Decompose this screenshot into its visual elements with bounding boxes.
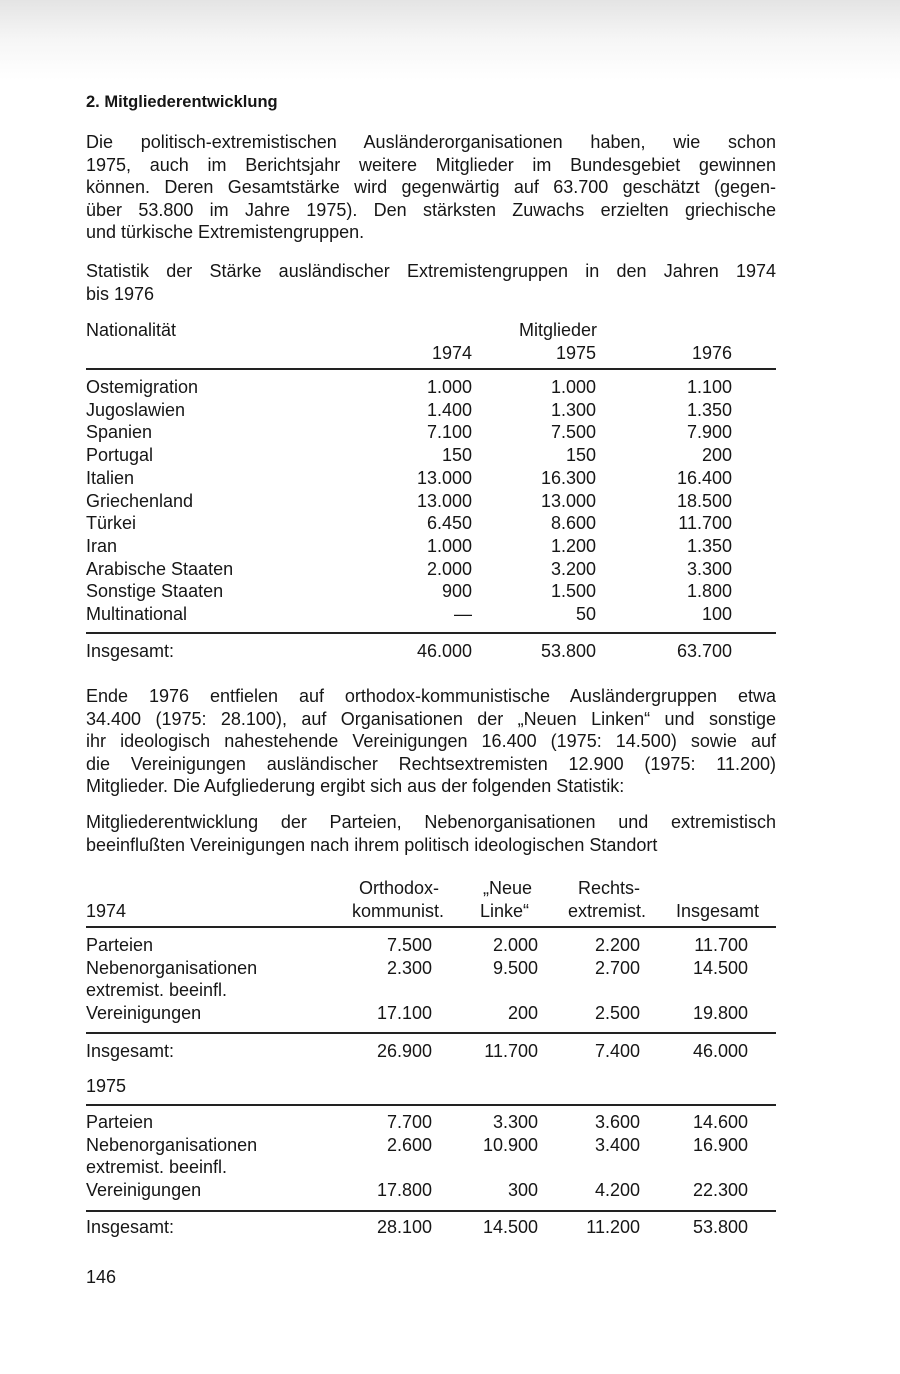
intro-line: können. Deren Gesamtstärke wird gegenwärtig auf 63.700 geschätzt (gegen- — [86, 177, 776, 197]
table2-cell: 3.300 — [492, 1112, 538, 1132]
table2-cell: 2.700 — [594, 957, 640, 978]
table1-year-header: 1975 — [555, 343, 596, 363]
table2-total-cell: 53.800 — [692, 1217, 748, 1237]
table2-block-rule — [86, 1104, 776, 1106]
table2-header-neue-line1: „Neue — [483, 878, 533, 898]
table1-cell: 13.000 — [416, 490, 472, 511]
table1-caption — [86, 260, 776, 305]
table2-row-label: Vereinigungen — [86, 1179, 202, 1200]
table2-header-rechts-line2: extremist. — [568, 901, 647, 921]
table1-cell: 13.000 — [416, 467, 472, 488]
table2-row-label: extremist. beeinfl. — [86, 1157, 228, 1177]
table2-row-label: Vereinigungen — [86, 1002, 202, 1023]
table1-cell: 8.600 — [550, 513, 596, 534]
table1-year-header: 1976 — [691, 343, 732, 363]
table2-year-label: 1975 — [86, 1076, 127, 1096]
table1-row-label: Iran — [86, 535, 118, 556]
table2-row-label: Parteien — [86, 1112, 154, 1132]
table2-cell: 2.200 — [594, 935, 640, 955]
table1-header-rule — [86, 368, 776, 370]
table2-block-rule — [86, 926, 776, 928]
table1-row-label: Türkei — [86, 513, 137, 534]
table2-total-label: Insgesamt: — [86, 1041, 175, 1061]
table2-cell: 9.500 — [492, 957, 538, 978]
table1-cell: 150 — [565, 445, 596, 466]
table2-total-cell: 11.200 — [586, 1217, 640, 1237]
table1-cell: 2.000 — [426, 558, 472, 579]
caption-line: Statistik der Stärke ausländischer Extremistengruppen in den Jahren 1974 — [86, 261, 776, 281]
summary-paragraph — [86, 685, 776, 798]
table2-cell: 3.600 — [594, 1112, 640, 1132]
table2-total-label: Insgesamt: — [86, 1217, 175, 1237]
summary-line: Mitglieder. Die Aufgliederung ergibt sich aus der folgenden Statistik: — [86, 776, 625, 796]
intro-paragraph — [86, 131, 776, 244]
table1-row-label: Italien — [86, 467, 135, 488]
table2-row-label: Parteien — [86, 935, 154, 955]
table2-total-rule — [86, 1210, 776, 1212]
table1-row-label: Griechenland — [86, 490, 194, 511]
table2-cell: 14.500 — [692, 957, 748, 978]
table2-header-total: Insgesamt — [676, 901, 760, 921]
caption-line: bis 1976 — [86, 283, 155, 304]
table1-cell: 16.400 — [676, 467, 732, 488]
intro-line: Die politisch-extremistischen Ausländerorganisationen haben, wie schon — [86, 132, 776, 152]
summary-line: ihr ideologisch nahestehende Vereinigungen 16.400 (1975: 14.500) sowie auf — [86, 731, 776, 751]
table2-cell: 17.800 — [376, 1179, 432, 1200]
table1-cell: 7.100 — [426, 422, 472, 443]
table2-header-neue-line2: Linke“ — [480, 901, 530, 921]
table2-header-orthodox-line2: kommunist. — [352, 901, 445, 921]
table1-cell: 11.700 — [678, 513, 732, 534]
table2-row-label: Nebenorganisationen — [86, 1134, 258, 1155]
table2-cell: 300 — [507, 1179, 538, 1200]
caption-line: Mitgliederentwicklung der Parteien, Nebenorganisationen und extremistisch — [86, 812, 776, 832]
table1-cell: 200 — [701, 445, 732, 466]
table2-year-label: 1974 — [86, 901, 127, 921]
table1-row-label: Arabische Staaten — [86, 558, 234, 579]
table2-cell: 3.400 — [594, 1134, 640, 1155]
table1-cell: 1.500 — [550, 581, 596, 602]
table1-cell: 1.300 — [550, 399, 596, 420]
table1-cell: 1.000 — [426, 377, 472, 397]
table1-row-label: Multinational — [86, 604, 188, 624]
table2-total-cell: 28.100 — [376, 1217, 432, 1237]
table1-total-cell: 63.700 — [676, 641, 732, 661]
table2-row-label: Nebenorganisationen — [86, 957, 258, 978]
table2-cell: 14.600 — [692, 1112, 748, 1132]
summary-line: 34.400 (1975: 28.100), auf Organisationen der „Neuen Linken“ und sonstige — [86, 708, 776, 729]
page-number: 146 — [86, 1267, 117, 1287]
intro-line: über 53.800 im Jahre 1975). Den stärksten Zuwachs erzielten griechische — [86, 199, 776, 220]
table1-cell: 1.350 — [686, 535, 732, 556]
table1-cell: 7.900 — [686, 422, 732, 443]
table1-row-label: Spanien — [86, 422, 153, 443]
table1-year-header: 1974 — [431, 343, 472, 363]
table2-total-rule — [86, 1032, 776, 1034]
table2-cell: 22.300 — [692, 1179, 748, 1200]
table1-cell: 900 — [441, 581, 472, 602]
table2-cell: 2.000 — [492, 935, 538, 955]
table1-cell: 3.200 — [550, 558, 596, 579]
table2-cell: 2.500 — [594, 1002, 640, 1023]
table1-cell: 13.000 — [540, 490, 596, 511]
table2-cell: 2.300 — [386, 957, 432, 978]
table2-total-cell: 14.500 — [482, 1217, 538, 1237]
table1-total-cell: 53.800 — [540, 641, 596, 661]
table2-cell: 16.900 — [692, 1134, 748, 1155]
table1-row-label: Sonstige Staaten — [86, 581, 224, 602]
table2-cell: 19.800 — [692, 1002, 748, 1023]
table2-total-cell: 11.700 — [484, 1041, 538, 1061]
table1-cell: 6.450 — [426, 513, 472, 534]
table2-cell: 7.500 — [386, 935, 432, 955]
table1-cell: 1.000 — [550, 377, 596, 397]
intro-line: und türkische Extremistengruppen. — [86, 222, 365, 242]
intro-line: 1975, auch im Berichtsjahr weitere Mitglieder im Bundesgebiet gewinnen — [86, 154, 776, 175]
table1-cell: 1.800 — [686, 581, 732, 602]
table1-cell: 1.000 — [426, 535, 472, 556]
table2-cell: 4.200 — [594, 1179, 640, 1200]
table1-cell: 50 — [575, 604, 596, 624]
table1-cell: 100 — [701, 604, 732, 624]
table1-header-nationality: Nationalität — [86, 320, 177, 340]
table1-cell: 18.500 — [676, 490, 732, 511]
table2-cell: 17.100 — [376, 1002, 432, 1023]
table1-cell: 150 — [441, 445, 472, 466]
table2-cell: 11.700 — [694, 935, 748, 955]
section-heading: 2. Mitgliederentwicklung — [86, 93, 278, 111]
table1-total-cell: 46.000 — [416, 641, 472, 661]
table2-total-cell: 46.000 — [692, 1041, 748, 1061]
table1-header-members: Mitglieder — [519, 320, 598, 340]
table2-row-label: extremist. beeinfl. — [86, 980, 228, 1000]
table1-cell: 16.300 — [540, 467, 596, 488]
table1-row-label: Jugoslawien — [86, 399, 186, 420]
table2-header-orthodox-line1: Orthodox- — [359, 878, 440, 898]
table1-total-rule — [86, 632, 776, 634]
table2-cell: 2.600 — [386, 1134, 432, 1155]
summary-line: die Vereinigungen ausländischer Rechtsextremisten 12.900 (1975: 11.200) — [86, 753, 776, 774]
table1-cell: 1.350 — [686, 399, 732, 420]
table2-cell: 10.900 — [482, 1134, 538, 1155]
table2-cell: 200 — [507, 1002, 538, 1023]
table1-row-label: Ostemigration — [86, 377, 199, 397]
table1-cell: 1.100 — [686, 377, 732, 397]
summary-line: Ende 1976 entfielen auf orthodox-kommunistische Ausländergruppen etwa — [86, 686, 776, 706]
table2-total-cell: 26.900 — [376, 1041, 432, 1061]
caption-line: beeinflußten Vereinigungen nach ihrem politisch ideologischen Standort — [86, 834, 658, 855]
table1-total-label: Insgesamt: — [86, 641, 175, 661]
table2-total-cell: 7.400 — [594, 1041, 640, 1061]
table2-cell: 7.700 — [386, 1112, 432, 1132]
table1-cell: 3.300 — [686, 558, 732, 579]
table1-row-label: Portugal — [86, 445, 154, 466]
table2-caption — [86, 811, 776, 856]
table1-cell: 1.200 — [550, 535, 596, 556]
table1-cell: — — [454, 604, 472, 624]
table2-header-rechts-line1: Rechts- — [578, 878, 641, 898]
table1-cell: 1.400 — [426, 399, 472, 420]
table1-cell: 7.500 — [550, 422, 596, 443]
